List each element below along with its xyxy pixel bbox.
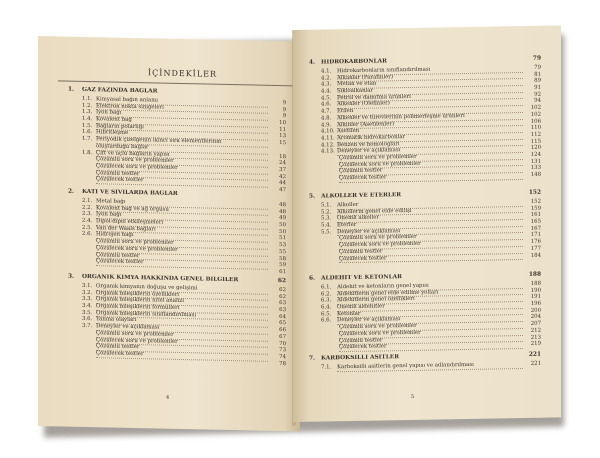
entry-title: İyon bağı bbox=[96, 212, 268, 223]
entry-page-number: 167 bbox=[530, 225, 541, 232]
entry-title: Alkollerin genel elde edilişi bbox=[337, 206, 523, 217]
section-number: 2. bbox=[68, 188, 75, 195]
left-page bbox=[38, 36, 300, 431]
entry-page-number: 67 bbox=[279, 333, 286, 341]
entry-title: Deneyler ve açıklaması bbox=[96, 323, 268, 334]
entry-title: Alkanlar (Parafinler) bbox=[337, 72, 523, 83]
toc-section bbox=[38, 188, 300, 276]
entry-number: 3.4. bbox=[82, 302, 93, 310]
entry-title: oluşturduğu bağlar bbox=[96, 143, 268, 154]
toc-section bbox=[38, 86, 300, 194]
entry-page-number: 62 bbox=[279, 287, 286, 294]
entry-title: Petrol ve damıtma ürünleri bbox=[337, 92, 523, 103]
entry-page-number: 204 bbox=[530, 314, 541, 321]
entry-title: Organik bileşiklerin sınıflandırılması bbox=[96, 310, 268, 321]
entry-title: Eterler bbox=[337, 219, 523, 230]
entry-title: Organik bileşiklerin formülleri bbox=[96, 303, 268, 314]
entry-title: Önemli aldehitler bbox=[337, 301, 523, 312]
entry-page-number: 161 bbox=[530, 212, 541, 219]
entry-page-number: 63 bbox=[279, 300, 286, 307]
entry-title: Aldehitlerin genel elde edilme yolları bbox=[337, 288, 523, 299]
entry-number: 4.9. bbox=[321, 121, 332, 129]
entry-page-number: 148 bbox=[530, 171, 541, 178]
entry-page-number: 37 bbox=[279, 166, 286, 174]
entry-number: 1.8. bbox=[82, 149, 93, 156]
entry-page-number: 65 bbox=[279, 320, 286, 327]
toc-section bbox=[293, 55, 561, 182]
entry-page-number: 165 bbox=[530, 218, 541, 225]
entry-number: 1.3. bbox=[82, 109, 93, 116]
entry-number: 3.5. bbox=[82, 309, 93, 316]
entry-title: Deneyler ve açıklaması bbox=[337, 226, 523, 237]
entry-title: Deneyler ve açıklaması bbox=[337, 145, 523, 156]
contents-heading: İÇİNDEKİLER bbox=[148, 68, 218, 79]
entry-page-number: 159 bbox=[530, 205, 541, 212]
entry-page-number: 152 bbox=[530, 198, 541, 205]
entry-number: 5.3. bbox=[321, 215, 332, 222]
entry-title: Asetilen bbox=[337, 125, 523, 136]
entry-title: Hidrojen bağı bbox=[96, 232, 268, 243]
entry-number: 3.7. bbox=[82, 323, 93, 330]
entry-title: Aromatik hidrokarbonlar bbox=[337, 132, 523, 143]
entry-title: Çözümlü testler bbox=[96, 252, 268, 263]
entry-page-number: 51 bbox=[279, 235, 286, 242]
entry-page-number: 124 bbox=[530, 151, 541, 158]
entry-page-number: 42 bbox=[279, 173, 286, 180]
entry-page-number: 49 bbox=[279, 215, 286, 222]
entry-page-number: 13 bbox=[279, 133, 286, 140]
entry-title: Deneyler ve açıklaması bbox=[337, 314, 523, 325]
entry-title: Aldehit ve ketonların genel yapısı bbox=[337, 281, 523, 292]
right-toc bbox=[293, 25, 561, 371]
section-title: ALKOLLER VE ETERLER bbox=[321, 192, 402, 200]
entry-page-number: 207 bbox=[530, 320, 541, 327]
entry-number: 1.4. bbox=[82, 115, 93, 123]
entry-number: 5.1. bbox=[321, 202, 332, 209]
entry-page-number: 64 bbox=[279, 313, 286, 320]
entry-number: 5.5. bbox=[321, 229, 332, 236]
entry-title: Periyodik çizelgenin ikinci sıra elementlerinin bbox=[96, 136, 268, 147]
entry-number: 4.6. bbox=[321, 101, 332, 108]
entry-title: Sikloalkanlar bbox=[337, 85, 523, 96]
toc-section bbox=[293, 271, 561, 352]
entry-title: Çözülecek testler bbox=[96, 258, 268, 269]
entry-title: İyon bağı bbox=[96, 110, 268, 121]
entry-title: Etilen bbox=[337, 105, 523, 116]
entry-title: Çözülecek soru ve problemler bbox=[339, 328, 523, 339]
entry-title: Çözümlü soru ve problemler bbox=[96, 238, 268, 249]
entry-title: Kovalent bağ ve ağ örgüsü bbox=[96, 205, 268, 216]
entry-number: 2.2. bbox=[82, 204, 93, 211]
entry-title: Çözümlü testler bbox=[96, 170, 268, 181]
entry-title: Kimyasal bağın anlamı bbox=[96, 96, 268, 107]
entry-page-number: 24 bbox=[279, 160, 286, 167]
section-number: 5. bbox=[309, 193, 316, 200]
entry-page-number: 91 bbox=[534, 84, 541, 91]
entry-page-number: 115 bbox=[530, 138, 541, 145]
section-number: 7. bbox=[309, 355, 316, 362]
entry-page-number: 9 bbox=[282, 113, 286, 120]
entry-number: 1.1. bbox=[82, 95, 93, 103]
entry-number: 6.4. bbox=[321, 304, 332, 311]
entry-title: Van der Waals bağları bbox=[96, 225, 268, 236]
toc-section bbox=[38, 273, 300, 368]
entry-number: 3.1. bbox=[82, 282, 93, 290]
entry-number: 4.5. bbox=[321, 95, 332, 102]
entry-number: 2.6. bbox=[82, 231, 93, 238]
entry-page-number: 55 bbox=[279, 248, 286, 256]
entry-title: Çözümlü soru ve problemler bbox=[339, 321, 523, 332]
entry-page-number: 44 bbox=[279, 180, 286, 187]
entry-title: Alkoller bbox=[337, 199, 523, 210]
entry-title: Çözülecek testler bbox=[339, 172, 523, 183]
entry-number: 4.4. bbox=[321, 88, 332, 95]
toc-section bbox=[293, 351, 561, 371]
heading-rule bbox=[58, 80, 298, 86]
section-page-number: 152 bbox=[528, 189, 541, 196]
entry-number: 1.5. bbox=[82, 122, 93, 129]
entry-page-number: 213 bbox=[530, 334, 541, 341]
entry-title: Benzen ve homologları bbox=[337, 139, 523, 150]
section-end-page-number: 47 bbox=[279, 186, 286, 194]
entry-number: 4.3. bbox=[321, 81, 332, 88]
entry-page-number: 131 bbox=[530, 158, 541, 165]
entry-number: 6.5. bbox=[321, 311, 332, 318]
entry-page-number: 48 bbox=[279, 208, 286, 215]
entry-number: 3.3. bbox=[82, 296, 93, 303]
entry-page-number: 94 bbox=[534, 98, 541, 105]
entry-number: 6.3. bbox=[321, 297, 332, 304]
entry-number: 4.1. bbox=[321, 68, 332, 75]
entry-title: Hibritleşme bbox=[96, 130, 268, 141]
entry-number: 1.6. bbox=[82, 129, 93, 136]
entry-number: 4.11. bbox=[321, 135, 335, 142]
entry-page-number: 66 bbox=[279, 327, 286, 334]
entry-title: Çözümlü soru ve problemler bbox=[96, 156, 268, 167]
section-number: 1. bbox=[68, 86, 75, 93]
entry-page-number: 106 bbox=[530, 118, 541, 125]
entry-page-number: 191 bbox=[530, 294, 541, 301]
entry-page-number: 58 bbox=[279, 255, 286, 262]
entry-title: Çözülecek testler bbox=[339, 252, 523, 263]
entry-number: 6.2. bbox=[321, 291, 332, 298]
entry-title: Organik bileşiklerin özellikleri bbox=[96, 290, 268, 301]
entry-page-number: 184 bbox=[530, 252, 541, 259]
entry-title: Çözümlü soru ve problemler bbox=[339, 152, 523, 163]
toc-section bbox=[293, 189, 561, 263]
entry-title: Çözülecek testler bbox=[339, 341, 523, 352]
entry-title: Çözümlü testler bbox=[96, 343, 268, 354]
entry-number: 2.5. bbox=[82, 224, 93, 231]
entry-page-number: 70 bbox=[279, 340, 286, 347]
entry-number: 2.4. bbox=[82, 217, 93, 225]
entry-number: 5.4. bbox=[321, 222, 332, 229]
entry-title: Çözülecek testler bbox=[96, 350, 268, 361]
entry-page-number: 212 bbox=[530, 327, 541, 334]
entry-number: 1.7. bbox=[82, 136, 93, 143]
entry-title: Ketonlar bbox=[337, 308, 523, 319]
entry-title: Kovalent bağ bbox=[96, 116, 268, 127]
entry-number: 2.1. bbox=[82, 197, 93, 205]
entry-page-number: 59 bbox=[279, 262, 286, 269]
entry-title: Çift ve üçlü bağların yapısı bbox=[96, 150, 268, 161]
entry-page-number: 15 bbox=[279, 140, 286, 147]
entry-page-number: 190 bbox=[530, 287, 541, 294]
entry-title: Metal bağı bbox=[96, 198, 268, 209]
entry-title: Çözülecek soru ve problemler bbox=[339, 239, 523, 250]
page-number-left: 4 bbox=[166, 394, 170, 401]
entry-title: Önemli alkoller bbox=[337, 212, 523, 223]
entry-page-number: 120 bbox=[530, 144, 541, 152]
section-end-page-number: 78 bbox=[279, 360, 286, 367]
entry-title: Çözülecek soru ve problemler bbox=[96, 337, 268, 348]
entry-number: 6.6. bbox=[321, 317, 332, 324]
section-title: KATI VE SIVILARDA BAĞLAR bbox=[82, 188, 178, 197]
entry-page-number: 89 bbox=[534, 78, 541, 85]
entry-number: 5.2. bbox=[321, 209, 332, 216]
entry-number: 6.1. bbox=[321, 284, 332, 291]
entry-page-number: 102 bbox=[530, 104, 541, 111]
entry-number: 4.10. bbox=[321, 128, 335, 135]
entry-page-number: 221 bbox=[530, 360, 541, 367]
entry-page-number: 18 bbox=[279, 153, 286, 160]
section-title: HİDROKARBONLAR bbox=[321, 58, 387, 66]
entry-title: Metan ve etan bbox=[337, 78, 523, 89]
section-title: ORGANİK KİMYA HAKKINDA GENEL BİLGİLER bbox=[82, 273, 239, 284]
entry-page-number: 112 bbox=[530, 131, 541, 138]
section-number: 6. bbox=[309, 275, 316, 282]
entry-number: 4.8. bbox=[321, 115, 332, 122]
entry-number: 4.12. bbox=[321, 141, 335, 149]
entry-page-number: 177 bbox=[530, 245, 541, 252]
entry-page-number: 50 bbox=[279, 228, 286, 235]
entry-title: Alkenler ve türevlerinin polimerleşme ürünleri bbox=[337, 112, 523, 123]
section-page-number: 79 bbox=[532, 55, 541, 62]
entry-page-number: 219 bbox=[530, 340, 541, 348]
entry-number: 2.3. bbox=[82, 211, 93, 218]
entry-title: Çözülecek testler bbox=[96, 176, 268, 187]
entry-page-number: 9 bbox=[282, 106, 286, 113]
entry-title: Çözümlü testler bbox=[339, 246, 523, 257]
section-number: 3. bbox=[68, 273, 75, 280]
entry-title: Hidrokarbonların sınıflandırılması bbox=[337, 65, 523, 76]
section-title: ALDEHİT VE KETONLAR bbox=[321, 274, 402, 282]
entry-number: 3.2. bbox=[82, 289, 93, 296]
entry-title: Çözülecek soru ve problemler bbox=[96, 163, 268, 174]
entry-page-number: 9 bbox=[282, 100, 286, 107]
entry-title: Çözülecek soru ve problemler bbox=[339, 159, 523, 170]
entry-page-number: 200 bbox=[530, 307, 541, 314]
entry-page-number: 176 bbox=[530, 238, 541, 245]
entry-page-number: 79 bbox=[534, 64, 541, 71]
entry-title: Çözülecek soru ve problemler bbox=[96, 245, 268, 256]
entry-title: Yanma olayları bbox=[96, 317, 268, 328]
entry-page-number: 63 bbox=[279, 307, 286, 314]
section-title: GAZ FAZINDA BAĞLAR bbox=[82, 86, 158, 95]
entry-page-number: 196 bbox=[530, 300, 541, 307]
entry-page-number: 10 bbox=[279, 120, 286, 127]
entry-page-number: 62 bbox=[279, 293, 286, 300]
entry-title: Alkinler (Asetilenler) bbox=[337, 118, 523, 129]
entry-title: Çözümlü testler bbox=[339, 334, 523, 345]
entry-title: Çözümlü testler bbox=[339, 165, 523, 176]
entry-number: 4.2. bbox=[321, 75, 332, 82]
entry-page-number: 74 bbox=[279, 353, 286, 361]
entry-page-number: 48 bbox=[279, 202, 286, 209]
entry-page-number: 53 bbox=[279, 242, 286, 249]
entry-number: 1.2. bbox=[82, 102, 93, 109]
entry-number: 3.6. bbox=[82, 316, 93, 323]
entry-title: Karboksilli asitlerin genel yapısı ve adlandırılması bbox=[337, 361, 523, 372]
entry-title: Çözümlü soru ve problemler bbox=[339, 232, 523, 243]
right-page bbox=[293, 25, 561, 422]
entry-title: Elektron nokta simgeleri bbox=[96, 103, 268, 114]
entry-page-number: 188 bbox=[530, 280, 541, 287]
entry-page-number: 133 bbox=[530, 164, 541, 172]
entry-title: Aldehitlerin genel özellikleri bbox=[337, 294, 523, 305]
entry-page-number: 11 bbox=[279, 126, 286, 133]
entry-page-number: 50 bbox=[279, 222, 286, 229]
entry-page-number: 81 bbox=[534, 71, 541, 78]
entry-title: Dipol-dipol etkileşmeleri bbox=[96, 218, 268, 229]
entry-title: Bağların polarlığı bbox=[96, 123, 268, 134]
entry-title: Çözümlü soru ve problemler bbox=[96, 330, 268, 341]
section-title: KARBOKSİLLİ ASİTLER bbox=[321, 354, 400, 362]
entry-number: 4.7. bbox=[321, 108, 332, 115]
entry-title: Alkenler (Olefinler) bbox=[337, 98, 523, 109]
entry-number: 7.1. bbox=[321, 364, 332, 371]
entry-page-number: 171 bbox=[530, 232, 541, 239]
section-end-page-number: 61 bbox=[279, 268, 286, 276]
section-number: 4. bbox=[309, 59, 316, 66]
entry-title: Organik kimyanın doğuşu ve gelişimi bbox=[96, 283, 268, 294]
entry-page-number: 110 bbox=[530, 124, 541, 132]
section-page-number: 188 bbox=[528, 271, 541, 278]
page-number-right: 5 bbox=[411, 393, 415, 400]
section-page-number: 221 bbox=[528, 351, 541, 358]
entry-page-number: 92 bbox=[534, 91, 541, 98]
entry-page-number: 73 bbox=[279, 347, 286, 354]
entry-page-number: 102 bbox=[530, 111, 541, 118]
entry-number: 4.13. bbox=[321, 148, 335, 155]
entry-title: Organik bileşiklerin nitel analizi bbox=[96, 297, 268, 308]
section-page-number: 62 bbox=[277, 278, 286, 285]
